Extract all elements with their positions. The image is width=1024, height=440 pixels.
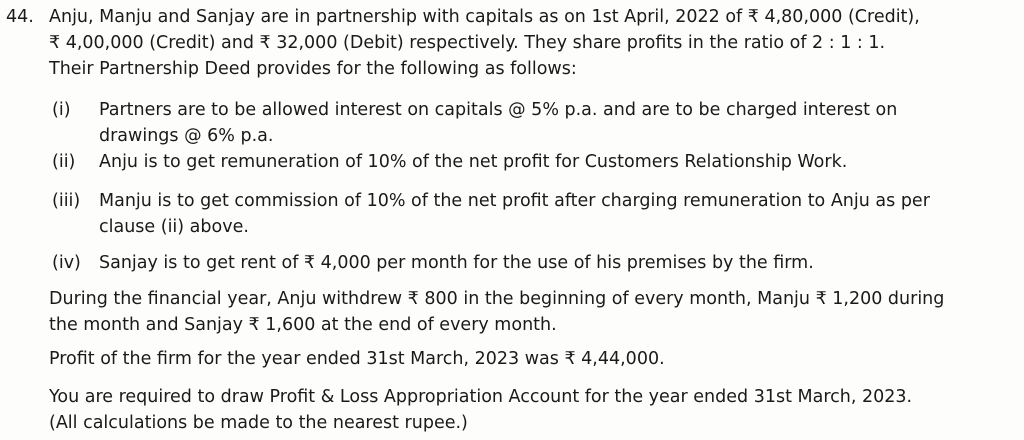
drawings-line: the month and Sanjay ₹ 1,600 at the end of every month. bbox=[49, 315, 557, 335]
clause-text bbox=[99, 97, 1018, 149]
clause-line: Manju is to get commission of 10% of the net profit after charging remuneration to Anju as per bbox=[99, 191, 930, 211]
clause-number: (i) bbox=[52, 100, 71, 120]
clause-number: (iii) bbox=[52, 191, 81, 211]
clause-text bbox=[99, 149, 1018, 175]
task-line: You are required to draw Profit & Loss Appropriation Account for the year ended 31st March, 2023. bbox=[49, 387, 913, 407]
clause-line: Sanjay is to get rent of ₹ 4,000 per month for the use of his premises by the firm. bbox=[99, 253, 814, 273]
drawings-paragraph bbox=[49, 286, 1018, 338]
clause-number: (iv) bbox=[52, 253, 81, 273]
task-paragraph bbox=[49, 384, 1018, 436]
clause-line: drawings @ 6% p.a. bbox=[99, 126, 274, 146]
profit-paragraph bbox=[49, 346, 1018, 372]
clause-text bbox=[99, 250, 1018, 276]
clause-text bbox=[99, 188, 1018, 240]
clause-number: (ii) bbox=[52, 152, 76, 172]
intro-line: Anju, Manju and Sanjay are in partnership with capitals as on 1st April, 2022 of ₹ 4,80,000 (Credit), bbox=[49, 7, 920, 27]
task-line: (All calculations be made to the nearest rupee.) bbox=[49, 413, 468, 433]
drawings-line: During the financial year, Anju withdrew ₹ 800 in the beginning of every month, Manju ₹ 1,200 during bbox=[49, 289, 945, 309]
clause-line: Partners are to be allowed interest on capitals @ 5% p.a. and are to be charged interest on bbox=[99, 100, 898, 120]
intro-paragraph bbox=[49, 4, 1018, 82]
clause-line: clause (ii) above. bbox=[99, 217, 249, 237]
clause-line: Anju is to get remuneration of 10% of the net profit for Customers Relationship Work. bbox=[99, 152, 848, 172]
question-number: 44. bbox=[6, 7, 34, 27]
intro-line: ₹ 4,00,000 (Credit) and ₹ 32,000 (Debit) respectively. They share profits in the ratio of 2 : 1 : 1. bbox=[49, 33, 886, 53]
profit-line: Profit of the firm for the year ended 31st March, 2023 was ₹ 4,44,000. bbox=[49, 349, 665, 369]
intro-line: Their Partnership Deed provides for the following as follows: bbox=[49, 59, 577, 79]
